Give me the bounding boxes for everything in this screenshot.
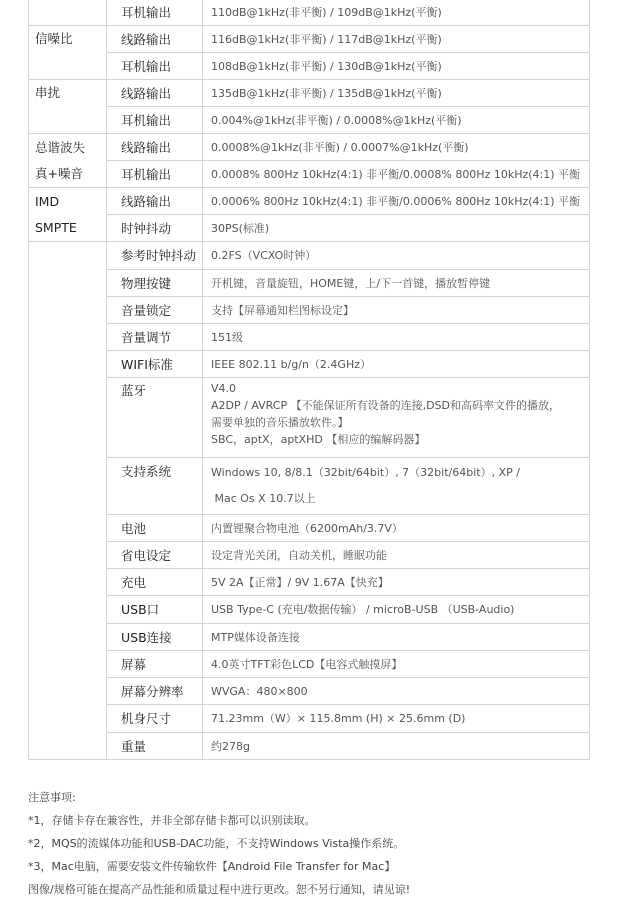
table-row xyxy=(29,378,590,458)
spec-value-line: V4.0 xyxy=(211,382,237,395)
spec-value: 108dB@1kHz(非平衡) / 130dB@1kHz(平衡) xyxy=(203,53,590,80)
note-item: 图像/规格可能在提高产品性能和质量过程中进行更改。恕不另行通知，请见谅! xyxy=(28,883,411,896)
spec-label: 线路输出 xyxy=(107,188,203,215)
category-cell xyxy=(29,242,107,760)
spec-value: MTP媒体设备连接 xyxy=(203,624,590,651)
spec-label: 屏幕 xyxy=(107,651,203,678)
category-cell xyxy=(29,0,107,26)
table-row xyxy=(29,107,590,134)
spec-label: 耳机输出 xyxy=(107,107,203,134)
spec-label: 耳机输出 xyxy=(107,161,203,188)
spec-value: 内置锂聚合物电池（6200mAh/3.7V） xyxy=(203,515,590,542)
table-row xyxy=(29,515,590,542)
notes-section xyxy=(28,786,608,901)
spec-label: 时钟抖动 xyxy=(107,215,203,242)
table-row xyxy=(29,161,590,188)
spec-value: 开机键，音量旋钮，HOME键，上/下一首键，播放暂停键 xyxy=(203,270,590,297)
category-cell xyxy=(29,134,107,188)
spec-label: 省电设定 xyxy=(107,542,203,569)
table-row xyxy=(29,26,590,53)
spec-label: USB连接 xyxy=(107,624,203,651)
category-line: SMPTE xyxy=(35,219,77,235)
table-row xyxy=(29,678,590,705)
note-item: *3，Mac电脑，需要安装文件传输软件【Android File Transfer for Mac】 xyxy=(28,860,396,873)
category-line: IMD xyxy=(35,193,60,209)
table-row xyxy=(29,624,590,651)
table-row xyxy=(29,297,590,324)
table-row xyxy=(29,705,590,733)
spec-table xyxy=(28,0,590,760)
spec-value: 135dB@1kHz(非平衡) / 135dB@1kHz(平衡) xyxy=(203,80,590,107)
table-row xyxy=(29,80,590,107)
table-row xyxy=(29,596,590,624)
spec-label: 支持系统 xyxy=(107,458,203,515)
spec-label: 线路输出 xyxy=(107,26,203,53)
category-line: 真+噪音 xyxy=(35,165,83,181)
spec-value: 0.004%@1kHz(非平衡) / 0.0008%@1kHz(平衡) xyxy=(203,107,590,134)
spec-value: 110dB@1kHz(非平衡) / 109dB@1kHz(平衡) xyxy=(203,0,590,26)
spec-value: 116dB@1kHz(非平衡) / 117dB@1kHz(平衡) xyxy=(203,26,590,53)
spec-value: 0.0008% 800Hz 10kHz(4:1) 非平衡/0.0008% 800Hz 10kHz(4:1) 平衡 xyxy=(203,161,590,188)
category-cell: 串扰 xyxy=(29,80,107,134)
spec-value: 4.0英寸TFT彩色LCD【电容式触摸屏】 xyxy=(203,651,590,678)
spec-value: 71.23mm（W）× 115.8mm (H) × 25.6mm (D) xyxy=(203,705,590,733)
spec-label: 重量 xyxy=(107,733,203,760)
spec-value: USB Type-C (充电/数据传输） / microB-USB （USB-Audio) xyxy=(203,596,590,624)
spec-label: WIFI标准 xyxy=(107,351,203,378)
category-cell: 信噪比 xyxy=(29,26,107,80)
table-row xyxy=(29,53,590,80)
table-row xyxy=(29,651,590,678)
spec-label: USB口 xyxy=(107,596,203,624)
spec-label: 充电 xyxy=(107,569,203,596)
spec-value: WVGA：480×800 xyxy=(203,678,590,705)
spec-value: 0.2FS（VCXO时钟） xyxy=(203,242,590,270)
note-item: *1，存储卡存在兼容性，并非全部存储卡都可以识别读取。 xyxy=(28,814,316,827)
spec-label: 线路输出 xyxy=(107,134,203,161)
table-row xyxy=(29,351,590,378)
table-row xyxy=(29,215,590,242)
spec-label: 屏幕分辨率 xyxy=(107,678,203,705)
spec-value-line: SBC，aptX，aptXHD 【相应的编解码器】 xyxy=(211,433,426,446)
note-item: *2，MQS的流媒体功能和USB-DAC功能，不支持Windows Vista操作系统。 xyxy=(28,837,405,850)
spec-value: 151级 xyxy=(203,324,590,351)
spec-label: 音量锁定 xyxy=(107,297,203,324)
spec-value: 支持【屏幕通知栏图标设定】 xyxy=(203,297,590,324)
category-cell xyxy=(29,188,107,242)
spec-label: 耳机输出 xyxy=(107,53,203,80)
table-row xyxy=(29,0,590,26)
spec-value: IEEE 802.11 b/g/n（2.4GHz） xyxy=(203,351,590,378)
spec-value: 设定背光关闭，自动关机，睡眠功能 xyxy=(203,542,590,569)
table-row xyxy=(29,270,590,297)
spec-label: 蓝牙 xyxy=(107,378,203,458)
notes-title: 注意事项: xyxy=(28,791,76,804)
spec-value: 30PS(标准) xyxy=(203,215,590,242)
spec-value-line: 需要单独的音乐播放软件。】 xyxy=(211,416,349,429)
table-row xyxy=(29,569,590,596)
spec-label: 线路输出 xyxy=(107,80,203,107)
spec-label: 电池 xyxy=(107,515,203,542)
spec-label: 耳机输出 xyxy=(107,0,203,26)
spec-value: 0.0008%@1kHz(非平衡) / 0.0007%@1kHz(平衡) xyxy=(203,134,590,161)
spec-label: 机身尺寸 xyxy=(107,705,203,733)
table-row xyxy=(29,134,590,161)
spec-value: 约278g xyxy=(203,733,590,760)
table-row xyxy=(29,542,590,569)
spec-value-line: Mac Os X 10.7以上 xyxy=(211,492,316,505)
category-line: 总谐波失 xyxy=(35,139,86,155)
spec-label: 参考时钟抖动 xyxy=(107,242,203,270)
table-row xyxy=(29,188,590,215)
spec-value-line: A2DP / AVRCP 【不能保证所有设备的连接,DSD和高码率文件的播放， xyxy=(211,399,560,412)
table-row xyxy=(29,458,590,515)
spec-label: 物理按键 xyxy=(107,270,203,297)
spec-value-line: Windows 10, 8/8.1（32bit/64bit）, 7（32bit/64bit）, XP / xyxy=(211,466,520,479)
spec-value xyxy=(203,378,590,458)
table-row xyxy=(29,324,590,351)
table-row xyxy=(29,733,590,760)
spec-value: 5V 2A【正常】/ 9V 1.67A【快充】 xyxy=(203,569,590,596)
spec-label: 音量调节 xyxy=(107,324,203,351)
spec-value: 0.0006% 800Hz 10kHz(4:1) 非平衡/0.0006% 800Hz 10kHz(4:1) 平衡 xyxy=(203,188,590,215)
table-row xyxy=(29,242,590,270)
spec-value xyxy=(203,458,590,515)
